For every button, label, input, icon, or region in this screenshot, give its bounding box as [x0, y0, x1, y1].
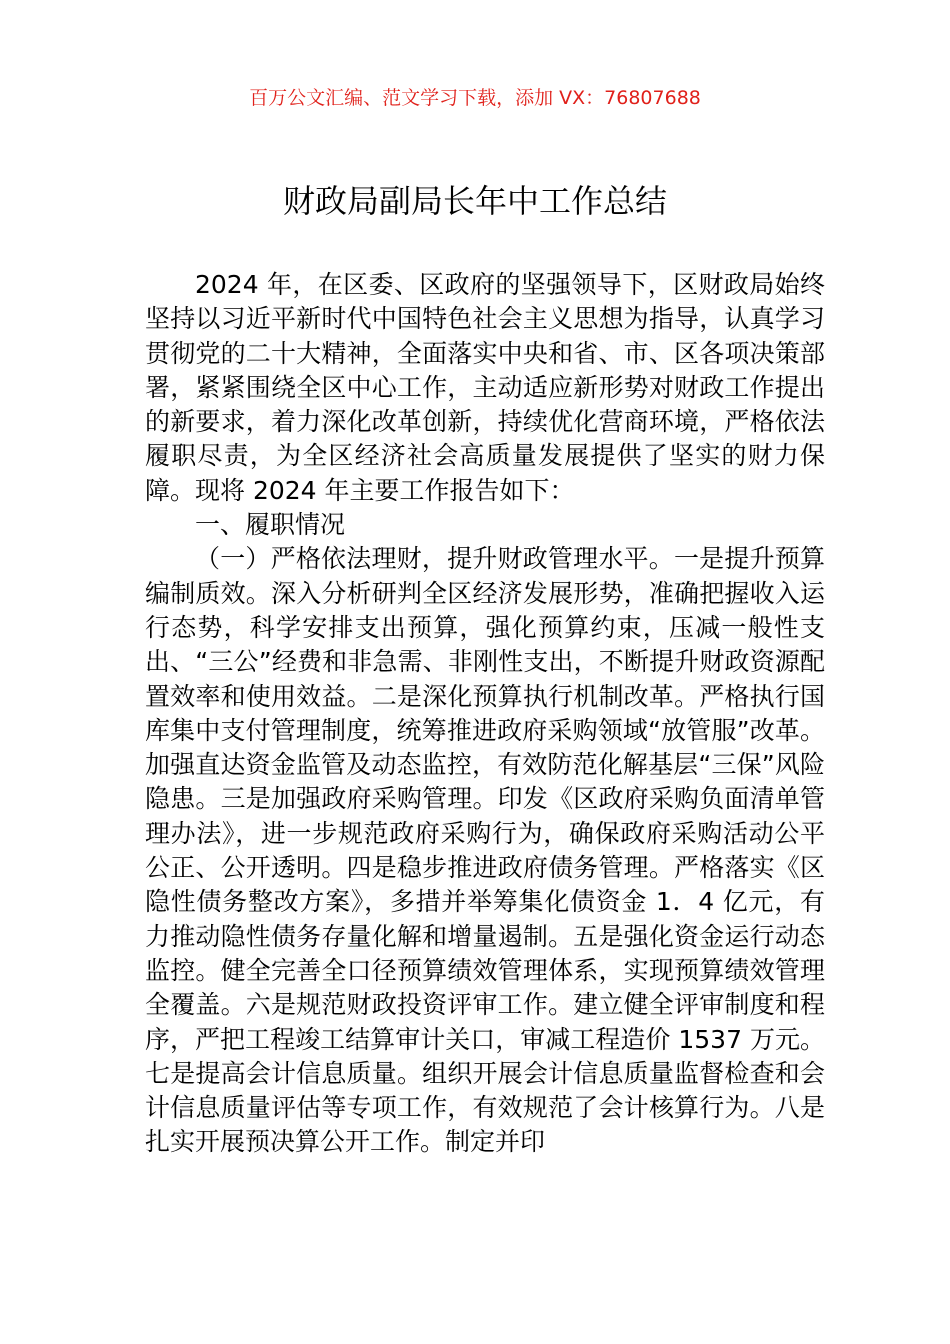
header-watermark-note: 百万公文汇编、范文学习下载，添加 VX：76807688 [249, 87, 701, 109]
intro-paragraph: 2024 年，在区委、区政府的坚强领导下，区财政局始终坚持以习近平新时代中国特色社会主义思想为指导，认真学习贯彻党的二十大精神，全面落实中央和省、市、区各项决策部署，紧紧围绕全区中心工作，主动适应新形势对财政工作提出的新要求，着力深化改革创新，持续优化营商环境，严格依法履职尽责，为全区经济社会高质量发展提供了坚实的财力保障。现将 2024 年主要工作报告如下： [145, 270, 825, 505]
body-paragraph: （一）严格依法理财，提升财政管理水平。一是提升预算编制质效。深入分析研判全区经济发展形势，准确把握收入运行态势，科学安排支出预算，强化预算约束，压减一般性支出、“三公”经费和非急需、非刚性支出，不断提升财政资源配置效率和使用效益。二是深化预算执行机制改革。严格执行国库集中支付管理制度，统筹推进政府采购领域“放管服”改革。加强直达资金监管及动态监控，有效防范化解基层“三保”风险隐患。三是加强政府采购管理。印发《区政府采购负面清单管理办法》，进一步规范政府采购行为，确保政府采购活动公平公正、公开透明。四是稳步推进政府债务管理。严格落实《区隐性债务整改方案》，多措并举筹集化债资金 1．4 亿元，有力推动隐性债务存量化解和增量遏制。五是强化资金运行动态监控。健全完善全口径预算绩效管理体系，实现预算绩效管理全覆盖。六是规范财政投资评审工作。建立健全评审制度和程序，严把工程竣工结算审计关口，审减工程造价 1537 万元。七是提高会计信息质量。组织开展会计信息质量监督检查和会计信息质量评估等专项工作，有效规范了会计核算行为。八是扎实开展预决算公开工作。制定并印 [145, 544, 825, 1157]
document-body [145, 268, 825, 1160]
document-title: 财政局副局长年中工作总结 [282, 182, 667, 220]
section-heading: 一、履职情况 [195, 510, 346, 540]
